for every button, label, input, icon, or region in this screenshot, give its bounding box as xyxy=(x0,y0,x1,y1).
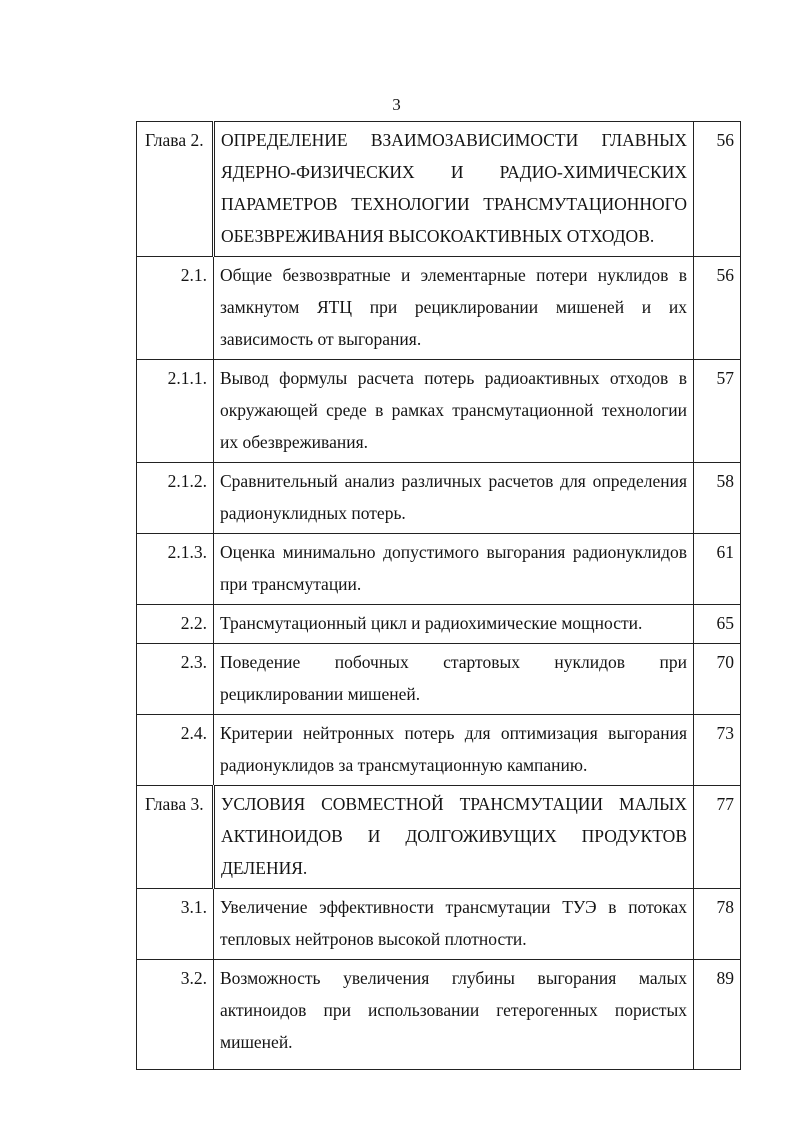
page-number: 3 xyxy=(392,95,401,114)
toc-title: Возможность увеличения глубины выгорания малых актиноидов при использовании гетерогенных пористых мишеней. xyxy=(214,960,694,1070)
toc-page: 58 xyxy=(694,463,741,534)
toc-row-chapter-2 xyxy=(137,122,741,257)
toc-row-3-2 xyxy=(137,960,741,1070)
toc-number: 2.2. xyxy=(137,605,214,644)
toc-title: Поведение побочных стартовых нуклидов при рециклировании мишеней. xyxy=(214,644,694,715)
toc-row-2-1 xyxy=(137,257,741,360)
toc-row-chapter-3 xyxy=(137,786,741,889)
toc-number: Глава 3. xyxy=(137,786,214,889)
table-of-contents xyxy=(136,121,741,1070)
toc-page: 73 xyxy=(694,715,741,786)
toc-row-2-3 xyxy=(137,644,741,715)
toc-title: УСЛОВИЯ СОВМЕСТНОЙ ТРАНСМУТАЦИИ МАЛЫХ АКТИНОИДОВ И ДОЛГОЖИВУЩИХ ПРОДУКТОВ ДЕЛЕНИЯ. xyxy=(214,786,694,889)
toc-row-2-1-3 xyxy=(137,534,741,605)
toc-title: Оценка минимально допустимого выгорания радионуклидов при трансмутации. xyxy=(214,534,694,605)
toc-number: 2.1.1. xyxy=(137,360,214,463)
toc-number: 2.1.2. xyxy=(137,463,214,534)
toc-number: 2.4. xyxy=(137,715,214,786)
toc-page: 77 xyxy=(694,786,741,889)
toc-number: 3.2. xyxy=(137,960,214,1070)
toc-title: Общие безвозвратные и элементарные потери нуклидов в замкнутом ЯТЦ при рециклировании мишеней и их зависимость от выгорания. xyxy=(214,257,694,360)
toc-row-2-4 xyxy=(137,715,741,786)
toc-title: Критерии нейтронных потерь для оптимизация выгорания радионуклидов за трансмутационную кампанию. xyxy=(214,715,694,786)
toc-title: Сравнительный анализ различных расчетов для определения радионуклидных потерь. xyxy=(214,463,694,534)
toc-title: ОПРЕДЕЛЕНИЕ ВЗАИМОЗАВИСИМОСТИ ГЛАВНЫХ ЯДЕРНО-ФИЗИЧЕСКИХ И РАДИО-ХИМИЧЕСКИХ ПАРАМЕТРОВ ТЕХНОЛОГИИ ТРАНСМУТАЦИОННОГО ОБЕЗВРЕЖИВАНИЯ ВЫСОКОАКТИВНЫХ ОТХОДОВ. xyxy=(214,122,694,257)
toc-title: Трансмутационный цикл и радиохимические мощности. xyxy=(214,605,694,644)
toc-row-2-1-2 xyxy=(137,463,741,534)
toc-number: 2.1. xyxy=(137,257,214,360)
toc-page: 70 xyxy=(694,644,741,715)
toc-page: 65 xyxy=(694,605,741,644)
toc-title: Вывод формулы расчета потерь радиоактивных отходов в окружающей среде в рамках трансмутационной технологии их обезвреживания. xyxy=(214,360,694,463)
toc-page: 89 xyxy=(694,960,741,1070)
toc-page: 61 xyxy=(694,534,741,605)
toc-row-2-2 xyxy=(137,605,741,644)
toc-row-3-1 xyxy=(137,889,741,960)
toc-number: 2.1.3. xyxy=(137,534,214,605)
toc-number: 3.1. xyxy=(137,889,214,960)
toc-number: 2.3. xyxy=(137,644,214,715)
toc-page: 78 xyxy=(694,889,741,960)
toc-page: 56 xyxy=(694,122,741,257)
toc-row-2-1-1 xyxy=(137,360,741,463)
toc-page: 56 xyxy=(694,257,741,360)
toc-page: 57 xyxy=(694,360,741,463)
toc-number: Глава 2. xyxy=(137,122,214,257)
toc-title: Увеличение эффективности трансмутации ТУЭ в потоках тепловых нейтронов высокой плотности. xyxy=(214,889,694,960)
